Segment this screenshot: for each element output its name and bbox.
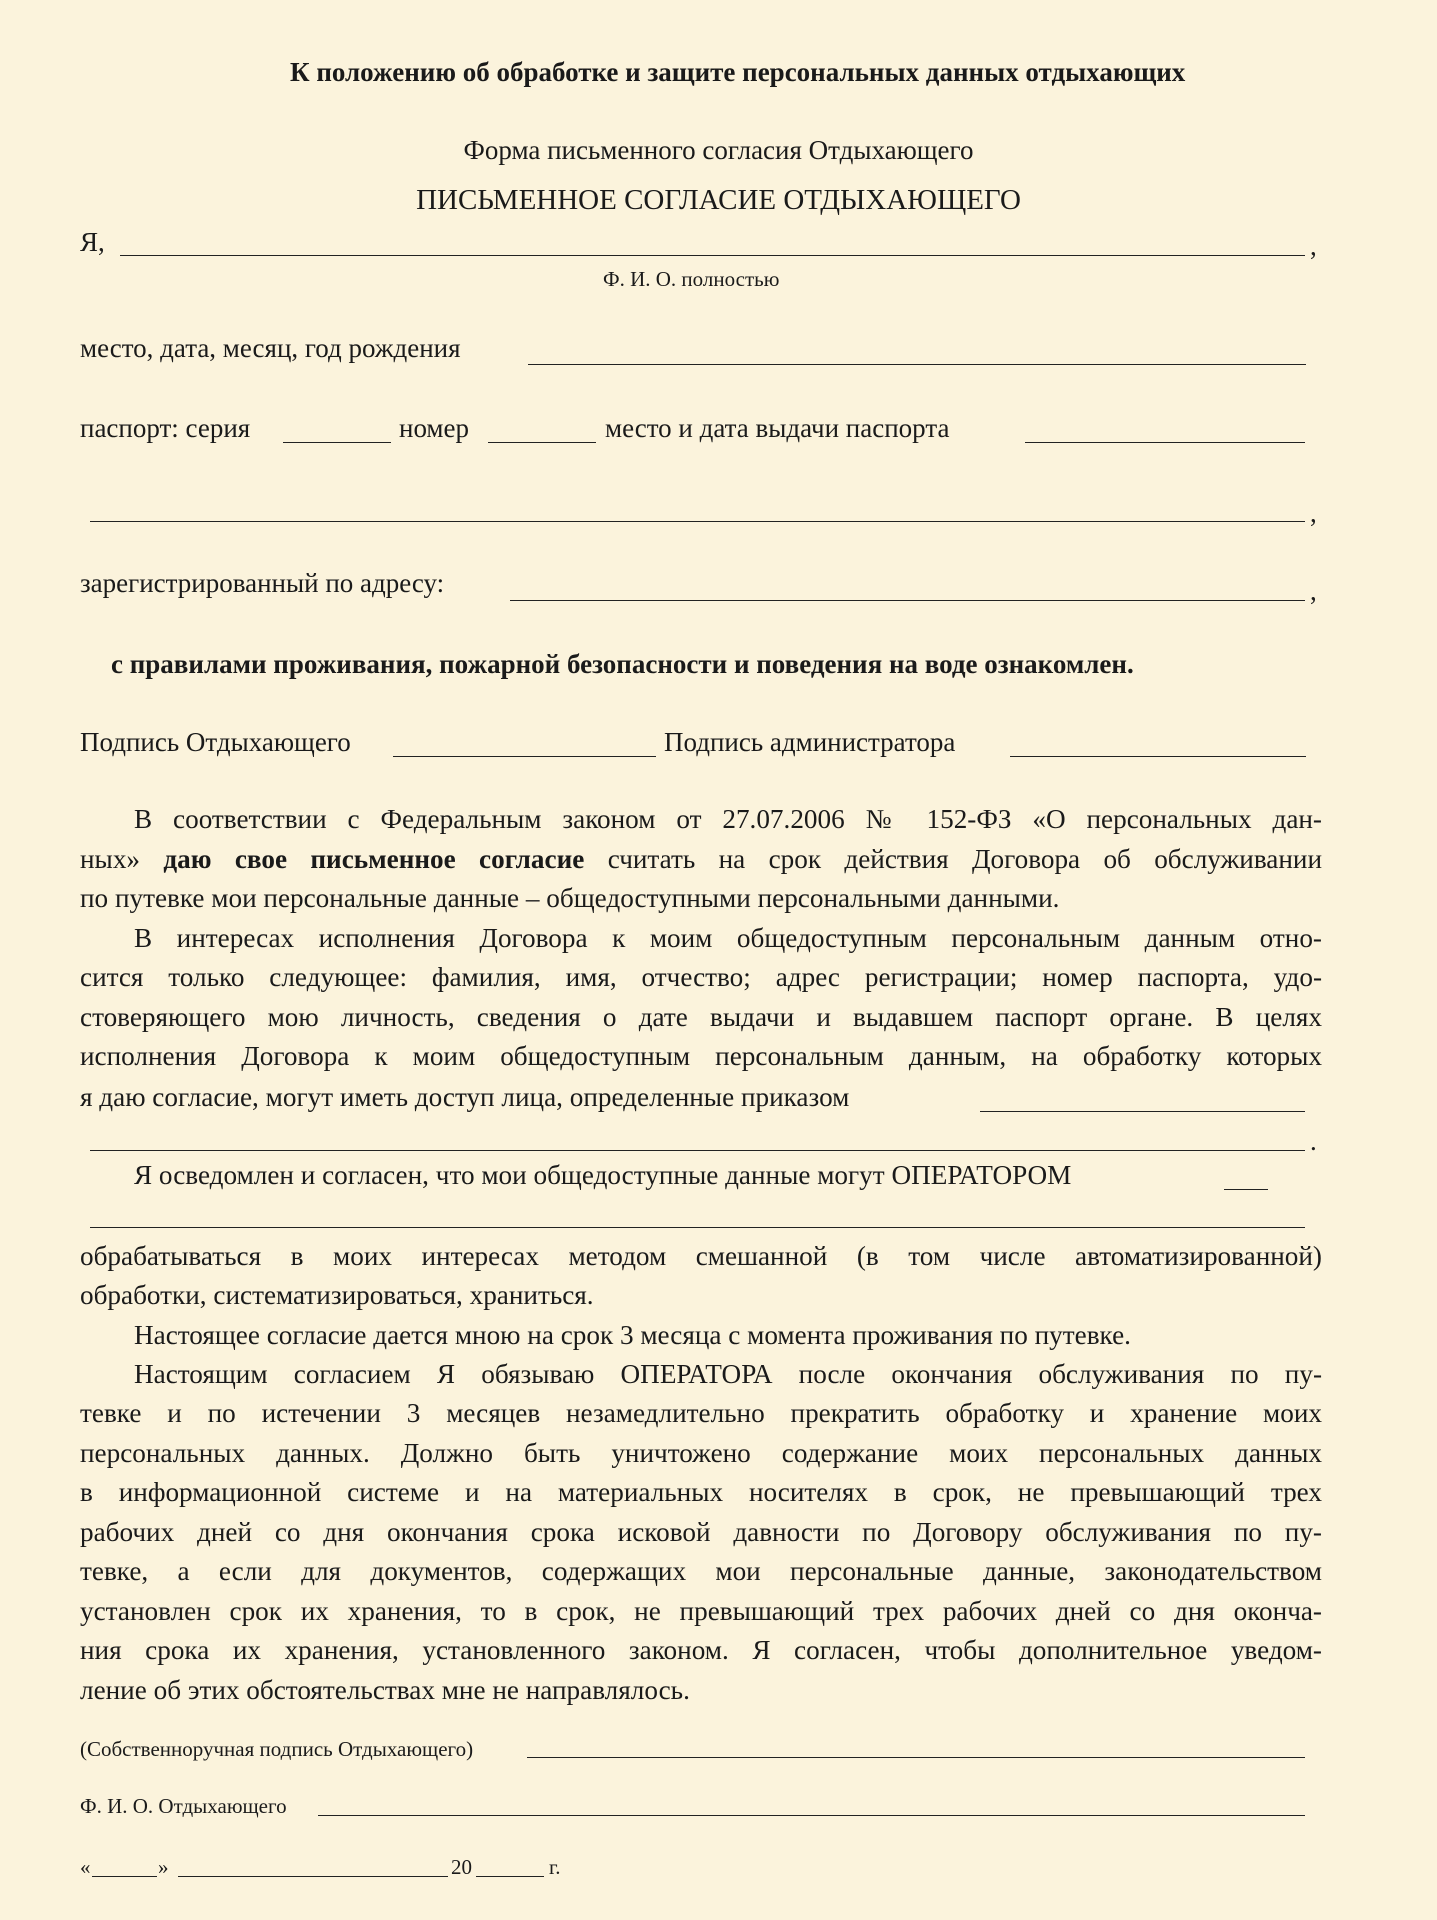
- p3-line-2: обрабатываться в моих интересах методом смешанной (в том числе автоматизированной): [80, 1241, 1322, 1271]
- form-caption: Форма письменного согласия Отдыхающего: [463, 135, 974, 165]
- p1-line-1: В соответствии с Федеральным законом от 27.07.2006 № 152-ФЗ «О персональных дан-: [134, 804, 1322, 834]
- p4-line: Настоящее согласие дается мною на срок 3 месяца с момента проживания по путевке.: [134, 1320, 1131, 1350]
- fio-comma: ,: [1310, 231, 1317, 261]
- passport-number-field[interactable]: [488, 442, 596, 443]
- passport-issue-field-cont[interactable]: [90, 521, 1305, 522]
- p2-line-2: сится только следующее: фамилия, имя, отчество; адрес регистрации; номер паспорта, удо-: [80, 962, 1322, 992]
- fio-visitor-label: Ф. И. О. Отдыхающего: [80, 1794, 287, 1818]
- handwritten-sign-field[interactable]: [527, 1757, 1305, 1758]
- passport-comma: ,: [1310, 498, 1317, 528]
- operator-field-cont[interactable]: [90, 1227, 1305, 1228]
- operator-field[interactable]: [1224, 1189, 1268, 1190]
- p1-l2a: ных»: [80, 844, 141, 874]
- document-header: К положению об обработке и защите персональных данных отдыхающих: [290, 57, 1186, 87]
- address-field[interactable]: [510, 600, 1305, 601]
- order-field[interactable]: [980, 1111, 1305, 1112]
- passport-issue-label: место и дата выдачи паспорта: [605, 413, 950, 443]
- p5-line-3: персональных данных. Должно быть уничтожено содержание моих персональных данных: [80, 1438, 1322, 1468]
- handwritten-sign-label: (Собственноручная подпись Отдыхающего): [80, 1737, 474, 1761]
- address-label: зарегистрированный по адресу:: [80, 568, 445, 598]
- date-year-field[interactable]: [476, 1876, 544, 1877]
- p5-line-1: Настоящим согласием Я обязываю ОПЕРАТОРА после окончания обслуживания по пу-: [134, 1359, 1322, 1389]
- sign-admin-field[interactable]: [1010, 756, 1306, 757]
- passport-series-field[interactable]: [283, 442, 391, 443]
- sign-admin-label: Подпись администратора: [664, 727, 956, 757]
- passport-number-label: номер: [399, 413, 470, 443]
- rules-acknowledgement: с правилами проживания, пожарной безопасности и поведения на воде ознакомлен.: [111, 649, 1134, 679]
- date-day-field[interactable]: [92, 1876, 157, 1877]
- p5-line-6: тевке, а если для документов, содержащих мои персональные данные, законодательством: [80, 1556, 1322, 1586]
- sign-visitor-field[interactable]: [393, 756, 656, 757]
- fio-field[interactable]: [120, 255, 1305, 256]
- document-title: ПИСЬМЕННОЕ СОГЛАСИЕ ОТДЫХАЮЩЕГО: [416, 184, 1021, 216]
- date-open-quote: «: [80, 1855, 91, 1879]
- p3-line-3: обработки, систематизироваться, храниться.: [80, 1280, 594, 1310]
- p1-line-3: по путевке мои персональные данные – общедоступными персональными данными.: [80, 883, 1060, 913]
- p5-line-8: ния срока их хранения, установленного законом. Я согласен, чтобы дополнительное уведом-: [80, 1635, 1322, 1665]
- p2-line-3: стоверяющего мою личность, сведения о дате выдачи и выдавшем паспорт органе. В целях: [80, 1002, 1322, 1032]
- order-field-cont[interactable]: [90, 1150, 1305, 1151]
- passport-issue-field[interactable]: [1025, 442, 1305, 443]
- p2-line-1: В интересах исполнения Договора к моим общедоступным персональным данным отно-: [134, 923, 1322, 953]
- order-period: .: [1310, 1126, 1317, 1156]
- i-label: Я,: [80, 227, 105, 257]
- p2-line-4: исполнения Договора к моим общедоступным персональным данным, на обработку которых: [80, 1041, 1322, 1071]
- p2-line-5: я даю согласие, могут иметь доступ лица, определенные приказом: [80, 1082, 850, 1112]
- birth-label: место, дата, месяц, год рождения: [80, 333, 461, 363]
- date-year-prefix: 20: [451, 1855, 472, 1879]
- date-close-quote: »: [158, 1855, 169, 1879]
- fio-visitor-field[interactable]: [318, 1815, 1305, 1816]
- p5-line-9: ление об этих обстоятельствах мне не направлялось.: [80, 1675, 690, 1705]
- p1-l2c: считать на срок действия Договора об обслуживании: [607, 844, 1323, 874]
- p5-line-2: тевке и по истечении 3 месяцев незамедлительно прекратить обработку и хранение моих: [80, 1398, 1322, 1428]
- passport-series-label: паспорт: серия: [80, 413, 251, 443]
- p5-line-7: установлен срок их хранения, то в срок, не превышающий трех рабочих дней со дня оконча-: [80, 1596, 1322, 1626]
- p1-line-2: [80, 840, 1322, 880]
- p5-line-4: в информационной системе и на материальных носителях в срок, не превышающий трех: [80, 1477, 1322, 1507]
- fio-caption: Ф. И. О. полностью: [603, 267, 780, 291]
- date-year-suffix: г.: [549, 1855, 561, 1879]
- address-comma: ,: [1310, 576, 1317, 606]
- birth-field[interactable]: [528, 364, 1306, 365]
- date-month-field[interactable]: [178, 1876, 448, 1877]
- p1-consent-bold: даю свое письменное согласие: [163, 844, 585, 874]
- sign-visitor-label: Подпись Отдыхающего: [80, 727, 351, 757]
- p3-line-1: Я осведомлен и согласен, что мои общедоступные данные могут ОПЕРАТОРОМ: [134, 1160, 1072, 1190]
- p5-line-5: рабочих дней со дня окончания срока исковой давности по Договору обслуживания по пу-: [80, 1517, 1322, 1547]
